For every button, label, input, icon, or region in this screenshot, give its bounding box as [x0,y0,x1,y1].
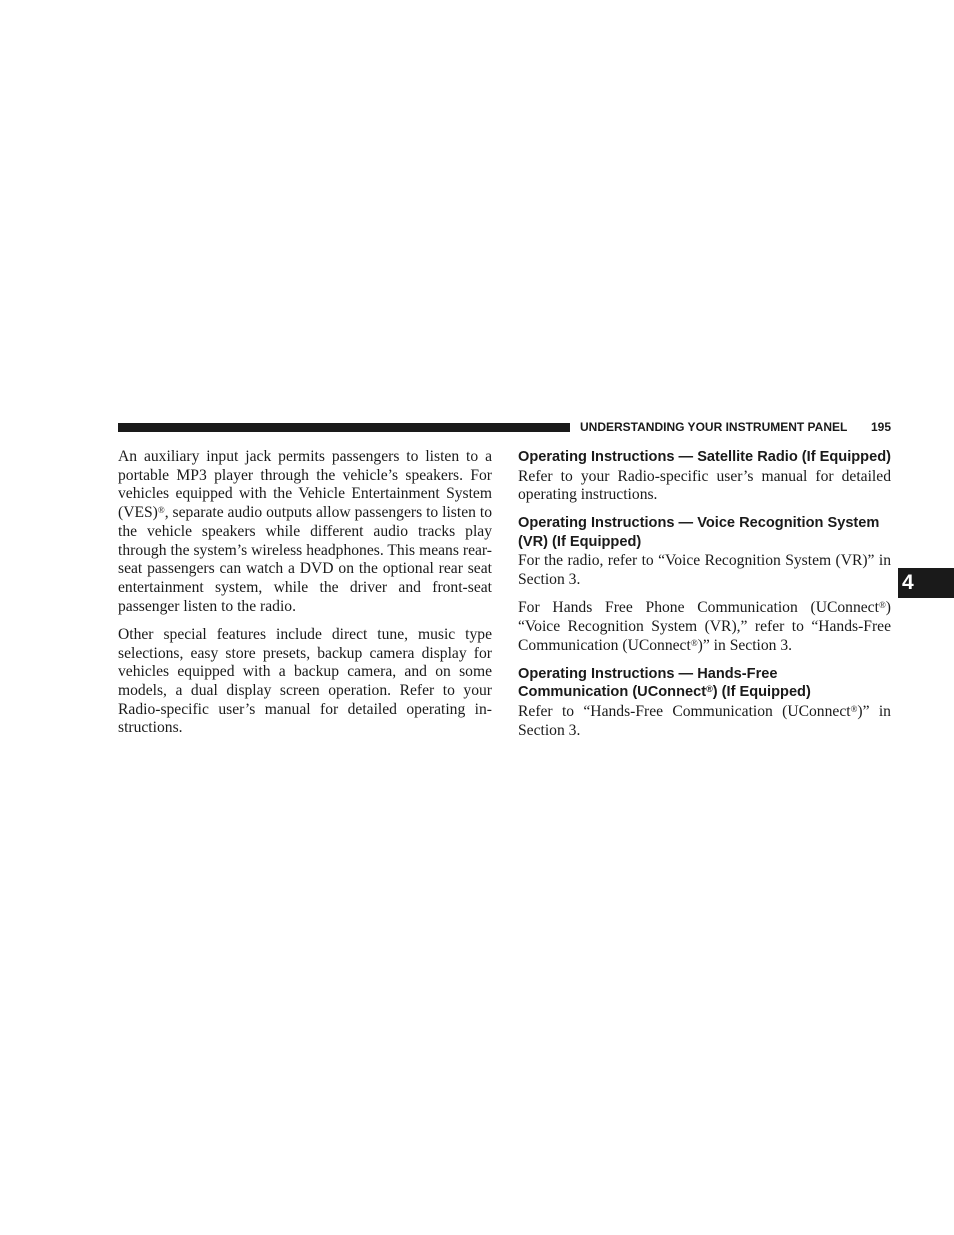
left-column [118,448,492,748]
page-number: 195 [870,420,891,434]
heading-hands-free: Operating Instructions — Hands-Free Communication (UConnect®) (If Equipped) [518,665,811,701]
paragraph-auxiliary-input: An auxiliary input jack permits passengers to listen to a portable MP3 player through the vehicle’s speakers. For vehicles equipped with the Vehicle Entertainment System (VES)®, separate audio outputs allow passengers to listen to the vehicle speakers while different audio tracks play through the system’s wireless headphones. This means rear-seat passengers can watch a DVD on the optional rear seat entertainment system, while the driver and front-seat passenger listen to the radio. [118,448,492,615]
chapter-tab: 4 [898,568,954,598]
header-rule [118,423,570,432]
paragraph-satellite-radio: Refer to your Radio-specific user’s manual for detailed operating instructions. [518,467,891,504]
section-title: UNDERSTANDING YOUR INSTRUMENT PANEL [580,420,848,434]
paragraph-voice-recognition-phone: For Hands Free Phone Communication (UConnect®) “Voice Recognition System (VR),” refer to “Hands-Free Communication (UConnect®)” in Section 3. [518,599,891,654]
running-header [580,420,891,435]
paragraph-voice-recognition-radio: For the radio, refer to “Voice Recognition System (VR)” in Section 3. [518,552,891,589]
right-column [518,448,891,750]
heading-satellite-radio: Operating Instructions — Satellite Radio (If Equipped) [518,449,891,465]
paragraph-special-features: Other special features include direct tune, music type selections, easy store presets, backup camera display for vehicles equipped with a backup camera, and on some models, a dual display screen operation. Refer to your Radio-specific user’s manual for detailed operating instructions. [118,625,492,737]
paragraph-hands-free: Refer to “Hands-Free Communication (UConnect®)” in Section 3. [518,702,891,739]
heading-voice-recognition: Operating Instructions — Voice Recognition System (VR) (If Equipped) [518,515,880,550]
